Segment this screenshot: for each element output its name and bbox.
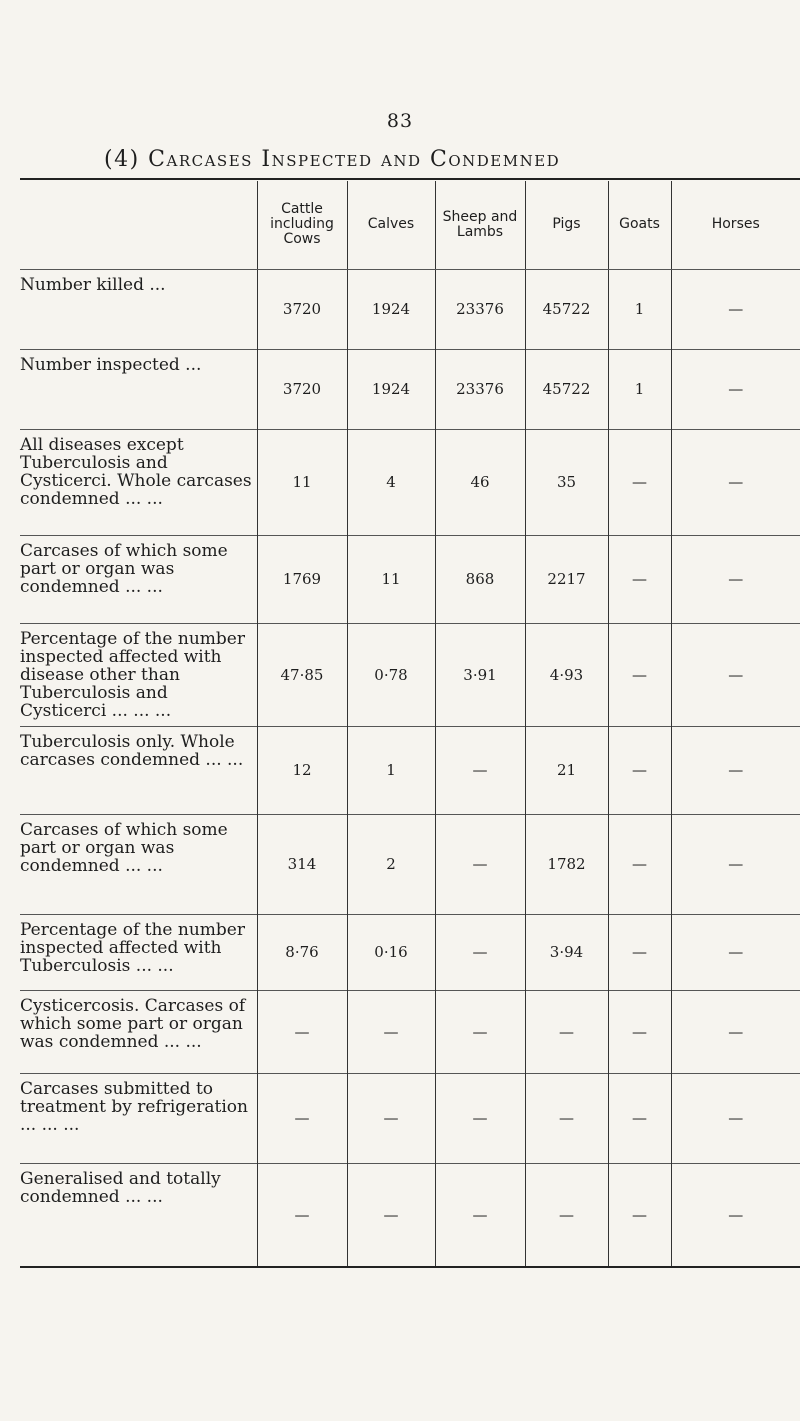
cell-horses: —: [671, 990, 800, 1073]
cell-calves: 1924: [347, 269, 435, 349]
cell-cattle: 47·85: [257, 623, 347, 726]
cell-sheep: 23376: [435, 349, 525, 429]
cell-cattle: 3720: [257, 349, 347, 429]
row-label: Number inspected ...: [20, 349, 257, 429]
row-number-inspected: [20, 349, 800, 429]
cell-goats: 1: [608, 349, 671, 429]
cell-horses: —: [671, 1163, 800, 1267]
cell-horses: —: [671, 726, 800, 814]
cell-goats: —: [608, 726, 671, 814]
cell-calves: 0·78: [347, 623, 435, 726]
cell-horses: —: [671, 914, 800, 990]
cell-pigs: —: [525, 990, 608, 1073]
cell-calves: 2: [347, 814, 435, 914]
cell-cattle: 8·76: [257, 914, 347, 990]
row-all-diseases-percentage: [20, 623, 800, 726]
row-all-diseases-whole: [20, 429, 800, 535]
row-tb-whole: [20, 726, 800, 814]
cell-sheep: —: [435, 1073, 525, 1163]
cell-cattle: 3720: [257, 269, 347, 349]
cell-goats: —: [608, 623, 671, 726]
table-title: (4) Carcases Inspected and Condemned: [104, 147, 561, 172]
cell-sheep: —: [435, 1163, 525, 1267]
col-header-horses: Horses: [671, 181, 800, 269]
col-header-cattle: Cattle including Cows: [257, 181, 347, 269]
header-row: [20, 181, 800, 269]
cell-goats: 1: [608, 269, 671, 349]
cell-pigs: 1782: [525, 814, 608, 914]
cell-calves: 1: [347, 726, 435, 814]
carcases-table: [20, 181, 800, 1268]
cell-goats: —: [608, 429, 671, 535]
cell-sheep: —: [435, 914, 525, 990]
cell-cattle: —: [257, 990, 347, 1073]
cell-sheep: 3·91: [435, 623, 525, 726]
cell-calves: 0·16: [347, 914, 435, 990]
cell-pigs: 45722: [525, 269, 608, 349]
cell-horses: —: [671, 623, 800, 726]
row-label: Carcases submitted to treatment by refrigeration ... ... ...: [20, 1073, 257, 1163]
cell-cattle: —: [257, 1073, 347, 1163]
row-tb-percentage: [20, 914, 800, 990]
cell-cattle: 314: [257, 814, 347, 914]
cell-calves: 4: [347, 429, 435, 535]
header-blank: [20, 181, 257, 269]
cell-cattle: —: [257, 1163, 347, 1267]
row-cysticercosis-part: [20, 990, 800, 1073]
cell-calves: —: [347, 990, 435, 1073]
cell-pigs: —: [525, 1163, 608, 1267]
cell-pigs: 4·93: [525, 623, 608, 726]
row-label: All diseases except Tuberculosis and Cysticerci. Whole carcases condemned ... ...: [20, 429, 257, 535]
top-rule: [20, 178, 800, 180]
cell-sheep: —: [435, 814, 525, 914]
col-header-goats: Goats: [608, 181, 671, 269]
page-number: 83: [386, 110, 414, 132]
row-label: Carcases of which some part or organ was condemned ... ...: [20, 535, 257, 623]
row-label: Generalised and totally condemned ... ...: [20, 1163, 257, 1267]
cell-horses: —: [671, 269, 800, 349]
cell-goats: —: [608, 814, 671, 914]
cell-pigs: —: [525, 1073, 608, 1163]
row-label: Tuberculosis only. Whole carcases condemned ... ...: [20, 726, 257, 814]
row-refrigeration: [20, 1073, 800, 1163]
row-generalised: [20, 1163, 800, 1267]
cell-goats: —: [608, 1163, 671, 1267]
cell-horses: —: [671, 814, 800, 914]
row-label: Percentage of the number inspected affected with Tuberculosis ... ...: [20, 914, 257, 990]
row-label: Percentage of the number inspected affected with disease other than Tuberculosis and Cysticerci ... ... ...: [20, 623, 257, 726]
cell-goats: —: [608, 990, 671, 1073]
cell-sheep: —: [435, 990, 525, 1073]
cell-sheep: 46: [435, 429, 525, 535]
row-tb-part: [20, 814, 800, 914]
col-header-pigs: Pigs: [525, 181, 608, 269]
cell-pigs: 21: [525, 726, 608, 814]
cell-pigs: 45722: [525, 349, 608, 429]
cell-goats: —: [608, 535, 671, 623]
cell-sheep: 23376: [435, 269, 525, 349]
cell-calves: 1924: [347, 349, 435, 429]
row-number-killed: [20, 269, 800, 349]
cell-sheep: 868: [435, 535, 525, 623]
col-header-sheep: Sheep and Lambs: [435, 181, 525, 269]
cell-calves: 11: [347, 535, 435, 623]
cell-horses: —: [671, 349, 800, 429]
row-label: Cysticercosis. Carcases of which some part or organ was condemned ... ...: [20, 990, 257, 1073]
table-body: [20, 269, 800, 1267]
cell-horses: —: [671, 535, 800, 623]
cell-calves: —: [347, 1163, 435, 1267]
cell-goats: —: [608, 1073, 671, 1163]
cell-horses: —: [671, 429, 800, 535]
row-label: Number killed ...: [20, 269, 257, 349]
cell-pigs: 35: [525, 429, 608, 535]
row-label: Carcases of which some part or organ was condemned ... ...: [20, 814, 257, 914]
cell-horses: —: [671, 1073, 800, 1163]
row-all-diseases-part: [20, 535, 800, 623]
col-header-calves: Calves: [347, 181, 435, 269]
cell-cattle: 11: [257, 429, 347, 535]
cell-goats: —: [608, 914, 671, 990]
cell-calves: —: [347, 1073, 435, 1163]
cell-pigs: 3·94: [525, 914, 608, 990]
cell-cattle: 1769: [257, 535, 347, 623]
cell-sheep: —: [435, 726, 525, 814]
cell-pigs: 2217: [525, 535, 608, 623]
cell-cattle: 12: [257, 726, 347, 814]
